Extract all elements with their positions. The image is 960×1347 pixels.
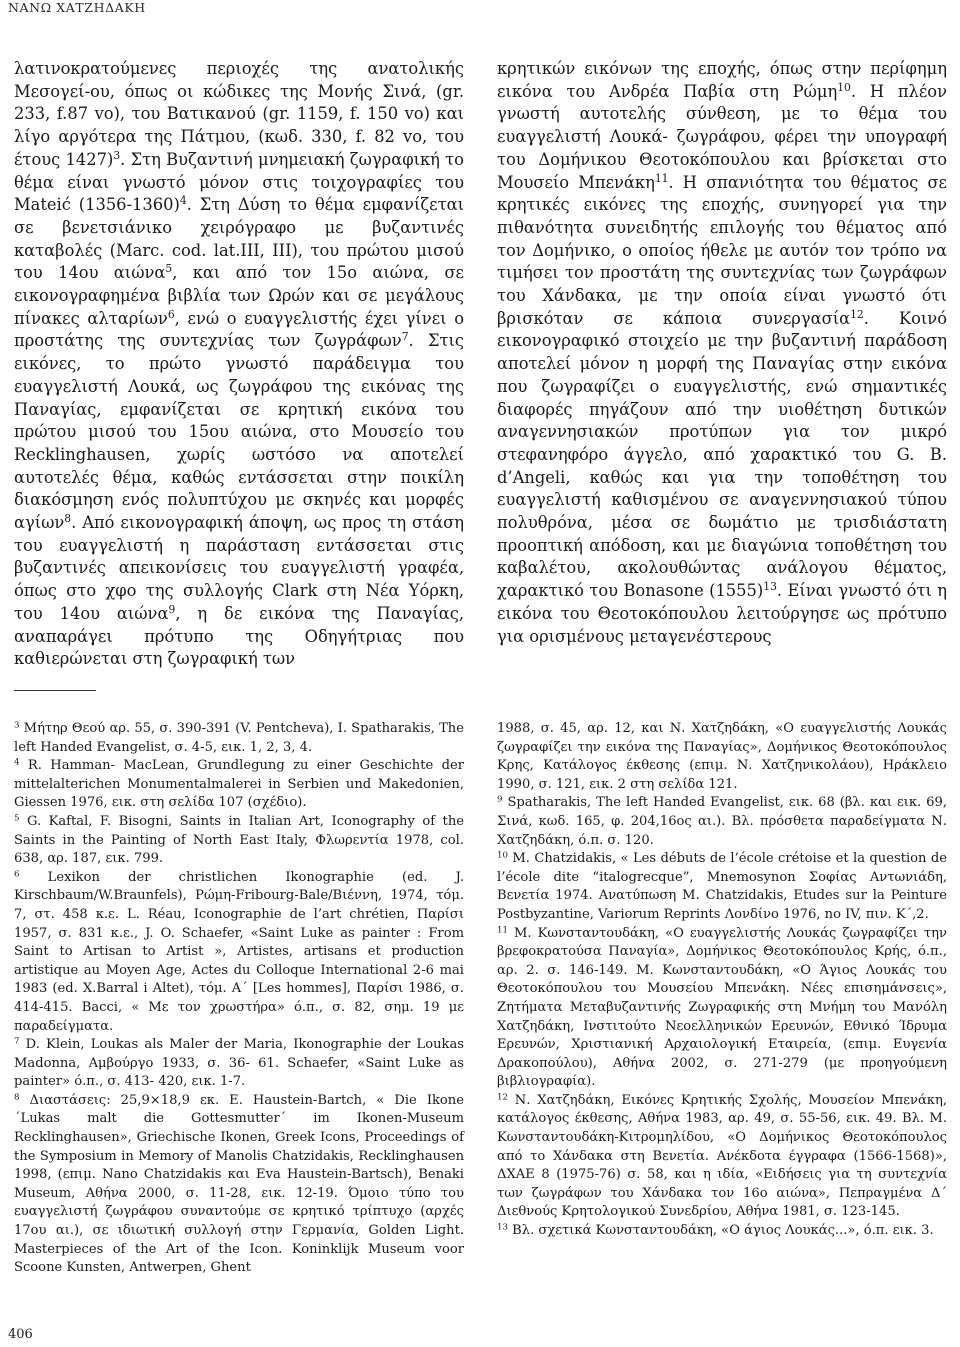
footnote-number: 13	[497, 1222, 508, 1233]
body-text-segment: . Η σπανιότητα του θέματος σε κρητικές εικόνες της εποχής, συνηγορεί για την πιθανότητα συνειδητής επιλογής του θέματος από τον Δομήνικο, ο οποίος ήθελε με αυτόν τον τρόπο να τιμήσει τον προστάτη της συντεχνίας των ζωγράφων του Χάνδακα, με την οποία είναι γνωστό ότι βρισκόταν σε κάποια συνεργασία	[497, 172, 947, 328]
footnote-text: D. Klein, Loukas als Maler der Maria, Ikonographie der Loukas Madonna, Αμβούργο 1933, σ. 36- 61. Schaefer, «Saint Luke as painter» ό.π., σ. 413- 420, εικ. 1-7.	[14, 1037, 464, 1090]
footnote-number: 7	[14, 1036, 20, 1047]
footnote-separator	[14, 690, 96, 691]
footnote-text: Spatharakis, The left Handed Evangelist, εικ. 68 (βλ. και εικ. 69, Σινά, κωδ. 165, φ. 204,16ος αι.). Βλ. πρόσθετα παραδείγματα Ν. Χατζηδάκη, ό.π. σ. 120.	[497, 795, 947, 848]
footnote	[14, 813, 464, 869]
body-text-segment: . Από εικονογραφική άποψη, ως προς τη στάση του ευαγγελιστή η παράσταση εντάσσεται στις βυζαντινές απεικονίσεις του ευαγγελιστή γραφέα, όπως στο χφο της συλλογής Clark στη Νέα Υόρκη, του 14ου αιώνα	[14, 513, 464, 623]
footnote-number: 5	[14, 813, 20, 824]
footnotes-right-column	[497, 720, 947, 1241]
footnote	[14, 757, 464, 813]
body-text-segment: . Η πλέον γνωστή αυτοτελής σύνθεση, με το θέμα του ευαγγελιστή Λουκά- ζωγράφου, φέρει την υπογραφή του Δομήνικου Θεοτοκόπουλου και βρίσκεται στο Μουσείο Μπενάκη	[497, 81, 947, 192]
body-text-segment: . Στη Δύση το θέμα εμφανίζεται σε βενετσιάνικο χειρόγραφο με βυζαντινές καταβολές (Marc. cod. lat.III, III), του πρώτου μισού του 14ου αιώνα	[14, 195, 464, 283]
body-paragraph	[497, 58, 947, 648]
footnote-reference[interactable]: 8	[64, 512, 72, 526]
footnote	[497, 850, 947, 924]
body-text-segment: , η δε εικόνα της Παναγίας, αναπαράγει πρότυπο της Οδηγήτριας που καθιερώνεται στη ζωγραφική των	[14, 603, 464, 669]
footnote	[497, 1092, 947, 1222]
body-text-segment: , ενώ ο ευαγγελιστής έχει γίνει ο προστάτης της συντεχνίας των ζωγράφων	[14, 308, 464, 351]
body-text-segment: . Κοινό εικονογραφικό στοιχείο με την βυζαντινή παράδοση αποτελεί μόνον η μορφή της Παναγίας στην εικόνα που ζωγραφίζει ο ευαγγελιστής, ενώ σημαντικές διαφορές πηγάζουν από την υιοθέτηση δυτικών αναγεννησιακών προτύπων για τον μικρό στεφανηφόρο άγγελο, από χαρακτικό του G. B. d’Angeli, καθώς και για την τοποθέτηση του ευαγγελιστή καθισμένου σε αναγεννησιακού τύπου πολυθρόνα, μέσα σε δωμάτιο με τρισδιάστατη προοπτική απόδοση, και με διαγώνια τοποθέτηση του καβαλέτου, ακολουθώντας ανάλογου θέματος, χαρακτικό του Bonasone (1555)	[497, 308, 948, 601]
body-text-segment: . Είναι γνωστό ότι η εικόνα του Θεοτοκόπουλου λειτούργησε ως πρότυπο για ορισμένους μεταγενέστερους	[497, 581, 947, 646]
footnote-reference[interactable]: 10	[837, 80, 851, 94]
footnote-text: 1988, σ. 45, αρ. 12, και Ν. Χατζηδάκη, «Ο ευαγγελιστής Λουκάς ζωγραφίζει την εικόνα της Παναγίας», Δομήνικος Θεοτοκόπουλος Κρης, Κατάλογος έκθεσης (επιμ. Ν. Χατζηνικολάου), Ηράκλειο 1990, σ. 121, εικ. 2 στη σελίδα 121.	[497, 721, 947, 792]
body-paragraph	[14, 58, 464, 671]
main-text-right-column	[497, 58, 947, 648]
page-number: 406	[8, 1327, 33, 1342]
footnote	[14, 1092, 464, 1278]
footnote	[497, 1222, 947, 1241]
footnote-text: G. Kaftal, F. Bisogni, Saints in Italian Art, Iconography of the Saints in the Painting of North East Italy, Φλωρεντία 1978, col. 638, αρ. 187, εικ. 799.	[14, 813, 464, 867]
footnote-text: Ν. Χατζηδάκη, Εικόνες Κρητικής Σχολής, Μουσείον Μπενάκη, κατάλογος έκθεσης, Αθήνα 1983, αρ. 49, σ. 55-56, εικ. 49. Βλ. Μ. Κωνσταντουδάκη-Κιτρομηλίδου, «Ο Δομήνικος Θεοτοκόπουλος από το Χάνδακα στη Βενετία. Ανέκδοτα έγγραφα (1566-1568)», ΔΧΑΕ 8 (1975-76) σ. 58, και η ιδία, «Ειδήσεις για τη συντεχνία των ζωγράφων του Χάνδακα τον 16ο αιώνα», Πεπραγμένα Δ΄ Διεθνούς Κρητολογικού Συνεδρίου, Αθήνα 1981, σ. 123-145.	[497, 1092, 947, 1220]
footnote-reference[interactable]: 7	[401, 330, 409, 344]
footnote-number: 12	[497, 1092, 508, 1103]
footnote-text: Μήτηρ Θεού αρ. 55, σ. 390-391 (V. Pentcheva), I. Spatharakis, The left Handed Evangelist, σ. 4-5, εικ. 1, 2, 3, 4.	[14, 721, 464, 755]
footnote-number: 8	[14, 1092, 20, 1103]
footnote-reference[interactable]: 5	[165, 262, 173, 276]
footnote-reference[interactable]: 11	[654, 171, 669, 185]
footnote	[14, 1036, 464, 1092]
footnote	[14, 869, 464, 1036]
footnote-number: 11	[497, 924, 508, 935]
footnote-text: Μ. Κωνσταντουδάκη, «Ο ευαγγελιστής Λουκάς ζωγραφίζει την βρεφοκρατούσα Παναγία», Δομήνικος Θεοτοκόπουλος Κρής, ό.π., αρ. 2. σ. 146-149. Μ. Κωνσταντουδάκη, «Ο Άγιος Λουκάς του Θεοτοκόπουλου του Μουσείου Μπενάκη. Νέες επισημάνσεις», Ζητήματα Μεταβυζαντινής Ζωγραφικής στη Μνήμη του Μανόλη Χατζηδάκη, Ινστιτούτο Νεοελληνικών Ερευνών, Εθνικό Ίδρυμα Ερευνών, Χριστιανική Αρχαιολογική Εταιρεία, (επιμ. Ευγενία Δρακοπούλου), Αθήνα 2002, σ. 271-279 (με προηγούμενη βιβλιογραφία).	[497, 925, 947, 1090]
footnote-text: Lexikon der christlichen Ikonographie (ed. J. Kirschbaum/W.Braunfels), Ρώμη-Fribourg-Bale/Βιέννη, 1974, τόμ. 7, στ. 458 κ.ε. L. Réau, Iconographie de l’art chrétien, Παρίσι 1957, σ. 831 κ.ε., J. O. Schaefer, «Saint Luke as painter : From Saint to Artisan to Artist », Artistes, artisans et production artistique au Moyen Age, Actes du Colloque International 2-6 mai 1983 (ed. X.Barral i Altet), τόμ. Α΄ [Les hommes], Παρίσι 1986, σ. 414-415. Bacci, « Με τον χρωστήρα» ό.π., σ. 82, σημ. 19 με παραδείγματα.	[14, 869, 464, 1034]
main-text-left-column	[14, 58, 464, 671]
footnote-reference[interactable]: 12	[850, 307, 864, 321]
body-text-segment: . Στις εικόνες, το πρώτο γνωστό παράδειγμα του ευαγγελιστή Λουκά, ως ζωγράφου της εικόνας της Παναγίας, εμφανίζεται σε κρητική εικόνα του πρώτου μισού του 15ου αιώνα, στο Μουσείο του Recklinghausen, χωρίς ωστόσο να αποτελεί αυτοτελές θέμα, καθώς εντάσσεται στην ποικίλη διακόσμηση ενός πολυπτύχου με σκηνές και μορφές αγίων	[14, 331, 464, 533]
body-text-segment: λατινοκρατούμενες περιοχές της ανατολικής Μεσογεί-ου, όπως οι κώδικες της Μονής Σινά, (gr. 233, f.87 vo), του Βατικανού (gr. 1159, f. 150 vo) και λίγο αργότερα της Πάτμου, (κωδ. 330, f. 82 vo, του έτους 1427)	[14, 59, 464, 169]
footnote-text: R. Hamman- MacLean, Grundlegung zu einer Geschichte der mittelalterichen Monumentalmalerei in Serbien und Makedonien, Giessen 1976, εικ. στη σελίδα 107 (σχέδιο).	[14, 758, 464, 811]
footnote-number: 9	[497, 794, 503, 805]
body-text-segment: . Στη Βυζαντινή μνημειακή ζωγραφική το θέμα είναι γνωστό μόνον στις τοιχογραφίες του Mateić (1356-1360)	[14, 149, 464, 215]
footnote	[497, 925, 947, 1092]
footnote-number: 6	[14, 869, 20, 879]
footnote	[14, 720, 464, 757]
footnote-text: M. Chatzidakis, « Les débuts de l’école crétoise et la question de l’école dite “italogrecque”, Mnemosynon Σοφίας Αντωνιάδη, Βενετία 1974. Ανατύπωση M. Chatzidakis, Etudes sur la Peinture Postbyzantine, Variorum Reprints Λονδίνο 1976, no IV, πιν. Κ΄,2.	[497, 851, 947, 922]
footnote	[497, 794, 947, 850]
footnote-text: Διαστάσεις: 25,9×18,9 εκ. E. Haustein-Bartch, « Die Ikone ΄Lukas malt die Gottesmutter΄ im Ikonen-Museum Recklinghausen», Griechische Ikonen, Greek Icons, Proceedings of the Symposium in Memory of Manolis Chatzidakis, Recklinghausen 1998, (επιμ. Nano Chatzidakis και Eva Haustein-Bartsch), Benaki Museum, Αθήνα 2000, σ. 11-28, εικ. 12-19. Όμοιο τύπο του ευαγγελιστή ζωγράφου συναντούμε σε κρητικό τρίπτυχο (αρχές 17ου αι.), σε ιδιωτική συλλογή στην Γερμανία, Golden Light. Masterpieces of the Art of the Icon. Koninklijk Museum voor Scoone Kunsten, Antwerpen, Ghent	[14, 1092, 464, 1276]
footnote-text: Βλ. σχετικά Κωνσταντουδάκη, «Ο άγιος Λουκάς...», ό.π. εικ. 3.	[507, 1223, 934, 1239]
body-text-segment: κρητικών εικόνων της εποχής, όπως στην περίφημη εικόνα του Ανδρέα Παβία στη Ρώμη	[497, 59, 947, 101]
running-head: ΝΑΝΩ ΧΑΤΖΗΔΑΚΗ	[8, 0, 146, 15]
footnote-reference[interactable]: 6	[167, 307, 175, 321]
footnote-number: 4	[14, 757, 20, 768]
footnote-number: 10	[497, 850, 508, 861]
body-text-segment: , και από τον 15ο αιώνα, σε εικονογραφημένα βιβλία των Ωρών και σε μεγάλους πίνακες αλταρίων	[14, 263, 464, 328]
footnote	[497, 720, 947, 794]
footnote-reference[interactable]: 13	[763, 580, 777, 594]
footnote-reference[interactable]: 9	[168, 602, 176, 616]
footnotes-left-column	[14, 720, 464, 1278]
footnote-reference[interactable]: 3	[113, 148, 121, 162]
footnote-number: 3	[14, 720, 20, 731]
footnote-reference[interactable]: 4	[179, 194, 187, 208]
